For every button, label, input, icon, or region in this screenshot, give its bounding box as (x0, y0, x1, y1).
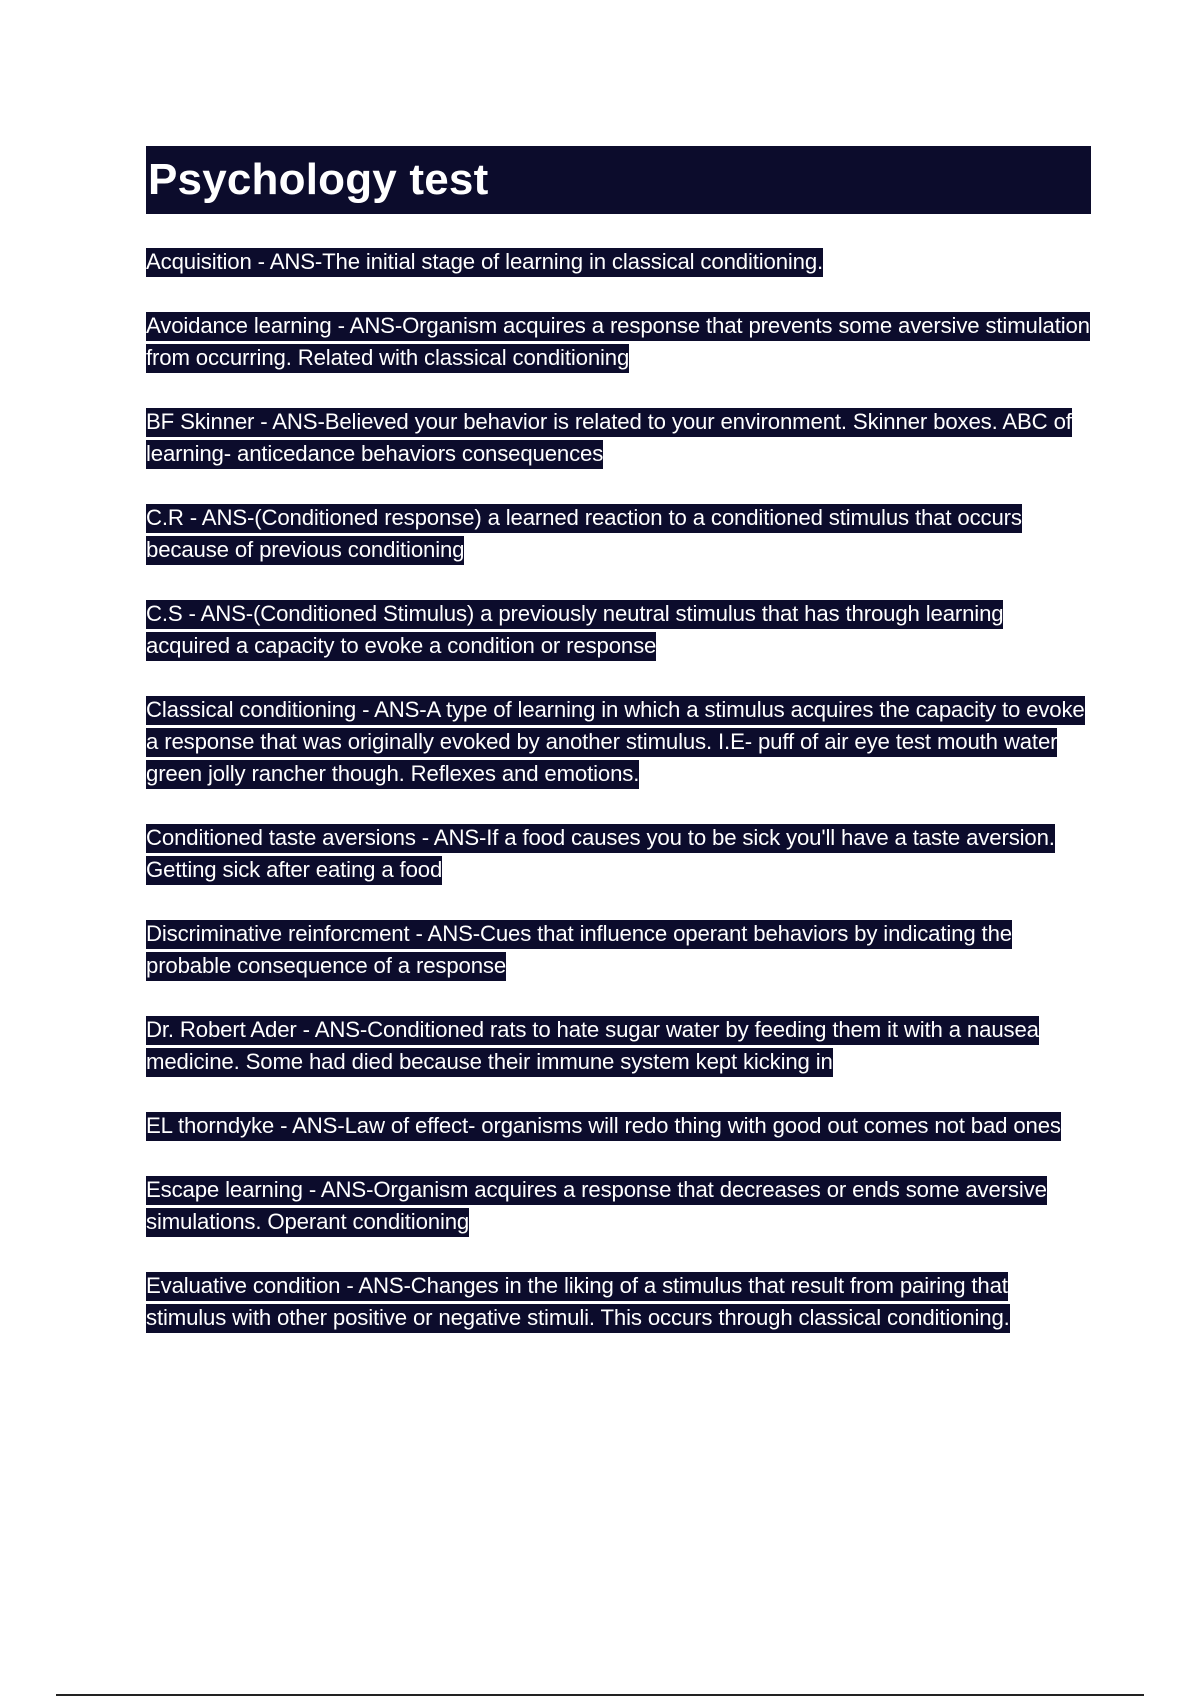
entry-text: C.S - ANS-(Conditioned Stimulus) a previously neutral stimulus that has through learning acquired a capacity to evoke a condition or response (146, 600, 1003, 661)
entry-text: Conditioned taste aversions - ANS-If a food causes you to be sick you'll have a taste aversion. Getting sick after eating a food (146, 824, 1055, 885)
entry-text: BF Skinner - ANS-Believed your behavior is related to your environment. Skinner boxes. ABC of learning- anticedance behaviors consequences (146, 408, 1072, 469)
entry-text: Evaluative condition - ANS-Changes in the liking of a stimulus that result from pairing that stimulus with other positive or negative stimuli. This occurs through classical conditioning. (146, 1272, 1010, 1333)
entry-evaluative-condition (146, 1270, 1091, 1334)
entry-conditioned-response (146, 502, 1091, 566)
entry-avoidance-learning (146, 310, 1091, 374)
entry-escape-learning (146, 1174, 1091, 1238)
page-bottom-divider (56, 1694, 1144, 1696)
entry-classical-conditioning (146, 694, 1091, 790)
entry-conditioned-taste-aversions (146, 822, 1091, 886)
entry-conditioned-stimulus (146, 598, 1091, 662)
entry-text: Classical conditioning - ANS-A type of learning in which a stimulus acquires the capacity to evoke a response that was originally evoked by another stimulus. I.E- puff of air eye test mouth water green jolly rancher though. Reflexes and emotions. (146, 696, 1085, 789)
title-banner (146, 146, 1091, 214)
entry-text: Escape learning - ANS-Organism acquires a response that decreases or ends some aversive simulations. Operant conditioning (146, 1176, 1047, 1237)
entry-discriminative-reinforcment (146, 918, 1091, 982)
entry-text: Avoidance learning - ANS-Organism acquires a response that prevents some aversive stimulation from occurring. Related with classical conditioning (146, 312, 1090, 373)
entry-text: Acquisition - ANS-The initial stage of learning in classical conditioning. (146, 248, 823, 277)
entry-acquisition (146, 246, 1091, 278)
entry-text: C.R - ANS-(Conditioned response) a learned reaction to a conditioned stimulus that occurs because of previous conditioning (146, 504, 1022, 565)
document-title: Psychology test (148, 155, 489, 204)
entry-list (146, 246, 1091, 1334)
entry-text: Dr. Robert Ader - ANS-Conditioned rats to hate sugar water by feeding them it with a nausea medicine. Some had died because their immune system kept kicking in (146, 1016, 1039, 1077)
entry-el-thorndyke (146, 1110, 1091, 1142)
entry-robert-ader (146, 1014, 1091, 1078)
entry-text: EL thorndyke - ANS-Law of effect- organisms will redo thing with good out comes not bad ones (146, 1112, 1061, 1141)
entry-text: Discriminative reinforcment - ANS-Cues that influence operant behaviors by indicating the probable consequence of a response (146, 920, 1012, 981)
document-page (146, 146, 1091, 1366)
entry-bf-skinner (146, 406, 1091, 470)
